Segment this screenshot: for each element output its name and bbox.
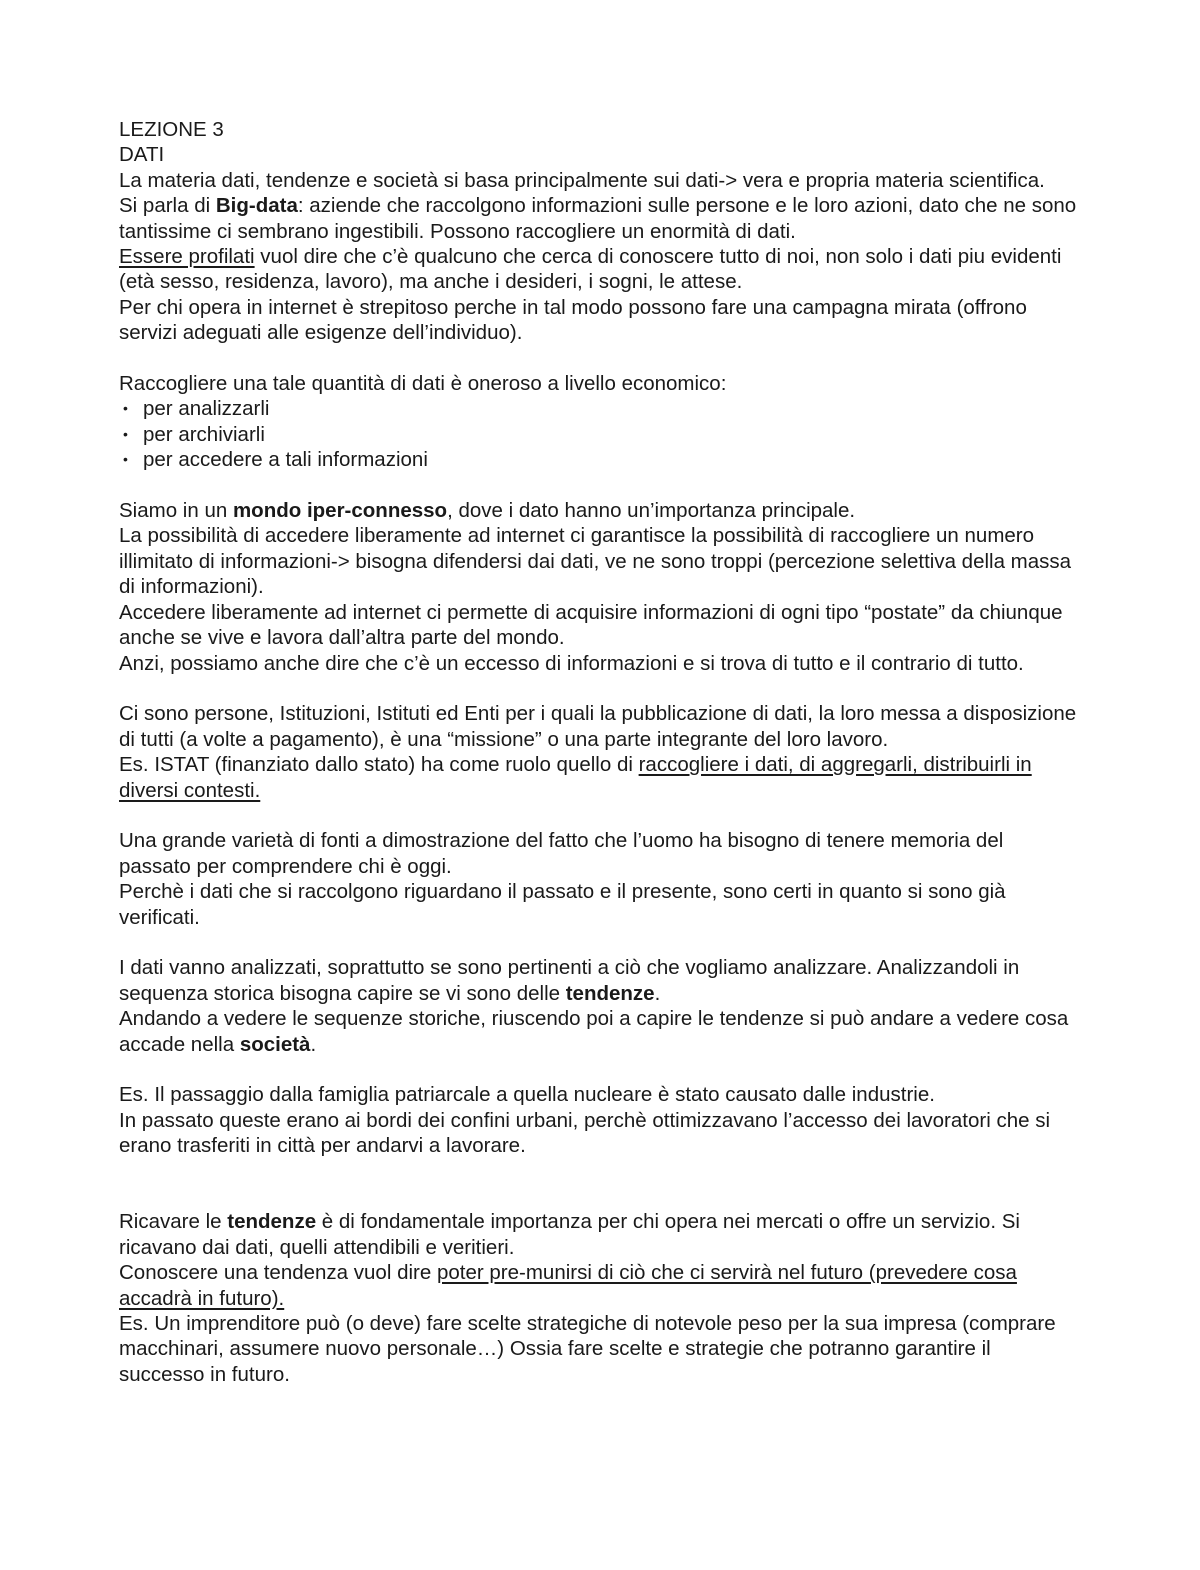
paragraph-conoscere [119, 1260, 1079, 1311]
paragraph-oneroso: Raccogliere una tale quantità di dati è oneroso a livello economico: [119, 372, 727, 396]
blank-line [119, 473, 1079, 498]
bold-term-societa: società [239, 1032, 311, 1056]
paragraph-eccesso: Anzi, possiamo anche dire che c’è un eccesso di informazioni e si trova di tutto e il contrario di tutto. [119, 651, 1024, 675]
text-segment: Ricavare le [119, 1210, 228, 1234]
text-segment: Es. ISTAT (finanziato dallo stato) ha come ruolo quello di [119, 753, 639, 777]
list-item-text: per analizzarli [143, 397, 270, 421]
text-segment: . [654, 981, 661, 1005]
bullet-icon: • [123, 425, 128, 442]
bold-term-tendenze: tendenze [227, 1210, 317, 1234]
paragraph-big-data [119, 193, 1079, 244]
underlined-prevedere: poter pre-munirsi di ciò che ci servirà nel futuro (prevedere cosa accadrà in futuro). [119, 1261, 1017, 1310]
text-segment: è di fondamentale importanza per chi opera nei mercati o offre un servizio. Si ricavano dai dati, quelli attendibili e veritieri. [119, 1210, 1020, 1259]
text-segment: , dove i dato hanno un’importanza principale. [447, 499, 856, 523]
text-segment: Andando a vedere le sequenze storiche, riuscendo poi a capire le tendenze si può andare a vedere cosa accade nella [119, 1007, 1069, 1056]
paragraph-possibilita: La possibilità di accedere liberamente ad internet ci garantisce la possibilità di raccogliere un numero illimitato di informazioni-> bisogna difendersi dai dati, ve ne sono troppi (percezione selettiva della massa di informazioni). [119, 524, 1072, 599]
paragraph-istituzioni: Ci sono persone, Istituzioni, Istituti ed Enti per i quali la pubblicazione di dati, la loro messa a disposizione di tutti (a volte a pagamento), è una “missione” o una parte integrante del loro lavoro. [119, 702, 1077, 751]
bold-term-big-data: Big-data [215, 194, 298, 218]
lesson-heading: LEZIONE 3 [119, 118, 224, 141]
text-segment: . [310, 1032, 317, 1056]
list-item-text: per archiviarli [143, 422, 265, 446]
paragraph-imprenditore: Es. Un imprenditore può (o deve) fare scelte strategiche di notevole peso per la sua impresa (comprare macchinari, assumere nuovo personale…) Ossia fare scelte e strategie che potranno garantire il successo in futuro. [119, 1311, 1056, 1386]
paragraph-iper-connesso [119, 498, 1079, 523]
text-segment: I dati vanno analizzati, soprattutto se sono pertinenti a ciò che vogliamo analizzare. Analizzandoli in sequenza storica bisogna capire se vi sono delle [119, 956, 1020, 1005]
blank-line [119, 1159, 1079, 1210]
text-segment: Si parla di [119, 194, 216, 218]
document-page [119, 117, 1079, 1387]
text-segment: Conoscere una tendenza vuol dire [119, 1261, 437, 1285]
paragraph-famiglia: Es. Il passaggio dalla famiglia patriarcale a quella nucleare è stato causato dalle industrie. [119, 1083, 935, 1107]
blank-line [119, 1057, 1079, 1082]
section-heading: DATI [119, 143, 165, 167]
list-item-text: per accedere a tali informazioni [143, 448, 428, 472]
list-item [119, 422, 1079, 447]
blank-line [119, 346, 1079, 371]
bullet-icon: • [123, 451, 128, 468]
underlined-istat-role: raccogliere i dati, di aggregarli, distribuirli in diversi contesti. [119, 753, 1032, 802]
text-segment: : aziende che raccolgono informazioni sulle persone e le loro azioni, dato che ne sono tantissime ci sembrano ingestibili. Possono raccogliere un enormità di dati. [119, 194, 1077, 243]
bold-term-mondo-iper-connesso: mondo iper-connesso [232, 499, 448, 523]
paragraph-intro: La materia dati, tendenze e società si basa principalmente sui dati-> vera e propria materia scientifica. [119, 168, 1045, 192]
paragraph-passato: Perchè i dati che si raccolgono riguardano il passato e il presente, sono certi in quanto si sono già verificati. [119, 880, 1006, 929]
bullet-icon: • [123, 400, 128, 417]
blank-line [119, 803, 1079, 828]
underlined-term-profilati: Essere profilati [119, 245, 255, 269]
paragraph-industrie: In passato queste erano ai bordi dei confini urbani, perchè ottimizzavano l’accesso dei lavoratori che si erano trasferiti in città per andarvi a lavorare. [119, 1108, 1050, 1158]
bullet-list [119, 396, 1079, 472]
bold-term-tendenze: tendenze [565, 981, 655, 1005]
paragraph-ricavare [119, 1209, 1079, 1260]
paragraph-fonti: Una grande varietà di fonti a dimostrazione del fatto che l’uomo ha bisogno di tenere memoria del passato per comprendere chi è oggi. [119, 829, 1004, 878]
text-segment: vuol dire che c’è qualcuno che cerca di conoscere tutto di noi, non solo i dati piu evidenti (età sesso, residenza, lavoro), ma anche i desideri, i sogni, le attese. [119, 245, 1062, 294]
paragraph-istat [119, 752, 1079, 803]
paragraph-sequenze [119, 1006, 1079, 1057]
paragraph-internet: Per chi opera in internet è strepitoso perche in tal modo possono fare una campagna mirata (offrono servizi adeguati alle esigenze dell’individuo). [119, 295, 1027, 345]
paragraph-profilati [119, 244, 1079, 295]
list-item [119, 447, 1079, 472]
paragraph-analisi [119, 955, 1079, 1006]
text-segment: Siamo in un [119, 499, 233, 523]
list-item [119, 396, 1079, 421]
blank-line [119, 930, 1079, 955]
paragraph-accedere: Accedere liberamente ad internet ci permette di acquisire informazioni di ogni tipo “postate” da chiunque anche se vive e lavora dall’altra parte del mondo. [119, 600, 1063, 650]
blank-line [119, 676, 1079, 701]
